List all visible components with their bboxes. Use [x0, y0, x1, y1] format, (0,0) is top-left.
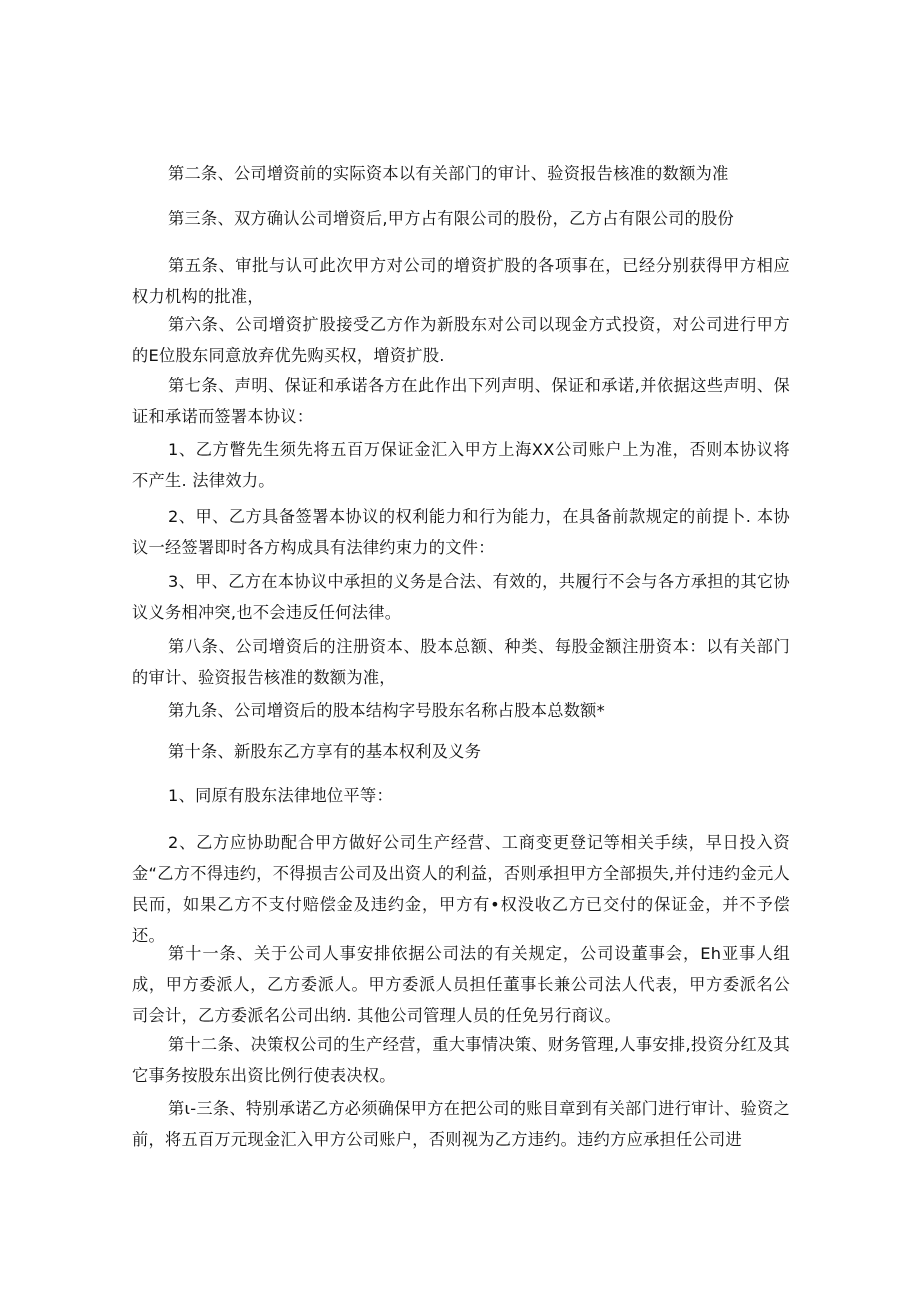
article-5-paragraph: 第五条、审批与认可此次甲方对公司的增资扩股的各项事在，已经分别获得甲方相应权力机构的批准，	[132, 256, 790, 306]
article-7-item-1: 1、乙方瞥先生须先将五百万保证金汇入甲方上海XX公司账户上为准，否则本协议将不产生. 法律效力。	[132, 440, 790, 490]
article-6-paragraph: 第六条、公司增资扩股接受乙方作为新股东对公司以现金方式投资，对公司进行甲方的E位股东同意放弃优先购买权，增资扩股.	[132, 315, 790, 365]
article-12-paragraph: 第十二条、决策权公司的生产经营，重大事情决策、财务管理,人事安排,投资分红及其它事务按股东出资比例行使表决权。	[132, 1035, 790, 1085]
article-13-paragraph: 第ι-三条、特别承诺乙方必须确保甲方在把公司的账目章到有关部门进行审计、验资之前，将五百万元现金汇入甲方公司账户，否则视为乙方违约。违约方应承担任公司进	[132, 1099, 790, 1149]
article-10-paragraph: 第十条、新股东乙方享有的基本权利及义务	[168, 742, 482, 761]
article-2-paragraph: 第二条、公司增资前的实际资本以有关部门的审计、验资报告核准的数额为准	[168, 164, 729, 183]
article-10-item-1: 1、同原有股东法律地位平等：	[168, 786, 393, 805]
article-11-paragraph: 第十一条、关于公司人事安排依据公司法的有关规定，公司设董事会，Eh亚事人组成，甲方委派人，乙方委派人。甲方委派人员担任董事长兼公司法人代表，甲方委派名公司会计，乙方委派名公司出纳. 其他公司管理人员的任免另行商议。	[132, 944, 790, 1025]
article-7-item-2: 2、甲、乙方具备签署本协议的权利能力和行为能力，在具备前款规定的前提卜. 本协议一经签署即时各方构成具有法律约束力的文件：	[132, 507, 790, 557]
article-8-paragraph: 第八条、公司增资后的注册资本、股本总额、种类、每股金额注册资本：以有关部门的审计、验资报告核准的数额为准，	[132, 637, 790, 687]
article-7-item-3: 3、甲、乙方在本协议中承担的义务是合法、有效的，共履行不会与各方承担的其它协议义务相冲突,也不会违反任何法律。	[132, 572, 790, 622]
article-7-paragraph: 第七条、声明、保证和承诺各方在此作出下列声明、保证和承诺,并依据这些声明、保证和承诺而签署本协议：	[132, 376, 790, 426]
article-3-paragraph: 第三条、双方确认公司增资后,甲方占有限公司的股份，乙方占有限公司的股份	[168, 209, 735, 228]
article-10-item-2: 2、乙方应协助配合甲方做好公司生产经营、工商变更登记等相关手续，早日投入资金“乙方不得违约，不得损吉公司及出资人的利益，否则承担甲方全部损失,并付违约金元人民而，如果乙方不支付赔偿金及违约金，甲方有•权没收乙方已交付的保证金，并不予偿还。	[132, 833, 790, 945]
article-9-paragraph: 第九条、公司增资后的股本结构字号股东名称占股本总数额*	[168, 701, 606, 720]
